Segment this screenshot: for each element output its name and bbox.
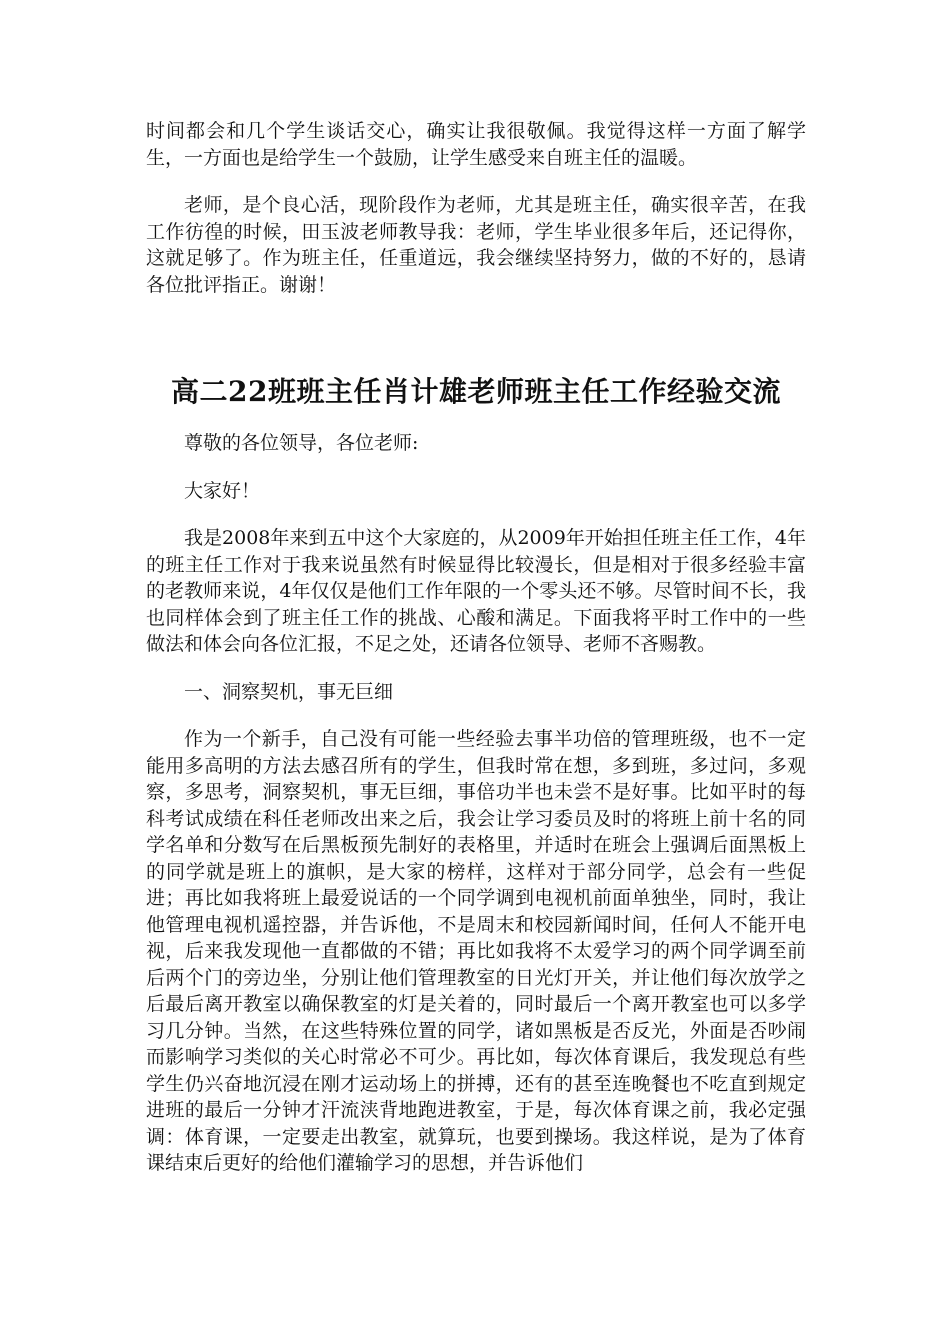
- intro-paragraph-1: 时间都会和几个学生谈话交心，确实让我很敬佩。我觉得这样一方面了解学生，一方面也是给学生一个鼓励，让学生感受来自班主任的温暖。: [146, 120, 806, 169]
- document-page: [146, 118, 806, 1177]
- greeting-paragraph: 尊敬的各位领导，各位老师:: [184, 432, 419, 454]
- body-paragraph-2: 作为一个新手，自己没有可能一些经验去事半功倍的管理班级，也不一定能用多高明的方法去感召所有的学生，但我时常在想，多到班，多过问，多观察，多思考，洞察契机，事无巨细，事倍功半也未尝不是好事。比如平时的每科考试成绩在科任老师改出来之后，我会让学习委员及时的将班上前十名的同学名单和分数写在后黑板预先制好的表格里，并适时在班会上强调后面黑板上的同学就是班上的旗帜，是大家的榜样，这样对于部分同学，总会有一些促进；再比如我将班上最爱说话的一个同学调到电视机前面单独坐，同时，我让他管理电视机遥控器，并告诉他，不是周末和校园新闻时间，任何人不能开电视，后来我发现他一直都做的不错；再比如我将不太爱学习的两个同学调至前后两个门的旁边坐，分别让他们管理教室的日光灯开关，并让他们每次放学之后最后离开教室以确保教室的灯是关着的，同时最后一个离开教室也可以多学习几分钟。当然，在这些特殊位置的同学，诸如黑板是否反光，外面是否吵闹而影响学习类似的关心时常必不可少。再比如，每次体育课后，我发现总有些学生仍兴奋地沉浸在刚才运动场上的拼搏，还有的甚至连晚餐也不吃直到规定进班的最后一分钟才汗流浃背地跑进教室，于是，每次体育课之前，我必定强调：体育课，一定要走出教室，就算玩，也要到操场。我这样说，是为了体育课结束后更好的给他们灌输学习的思想，并告诉他们: [146, 728, 806, 1174]
- article-title: 高二22班班主任肖计雄老师班主任工作经验交流: [171, 375, 781, 408]
- section-heading-1: 一、洞察契机，事无巨细: [184, 680, 394, 703]
- hello-paragraph: 大家好！: [184, 479, 261, 502]
- body-paragraph-1: 我是2008年来到五中这个大家庭的，从2009年开始担任班主任工作，4年的班主任工作对于我来说虽然有时候显得比较漫长，但是相对于很多经验丰富的老教师来说，4年仅仅是他们工作年限的一个零头还不够。尽管时间不长，我也同样体会到了班主任工作的挑战、心酸和满足。下面我将平时工作中的一些做法和体会向各位汇报，不足之处，还请各位领导、老师不吝赐教。: [146, 527, 806, 655]
- intro-paragraph-2: 老师，是个良心活，现阶段作为老师，尤其是班主任，确实很辛苦，在我工作彷徨的时候，田玉波老师教导我：老师，学生毕业很多年后，还记得你，这就足够了。作为班主任，任重道远，我会继续坚持努力，做的不好的，恳请各位批评指正。谢谢！: [146, 194, 806, 296]
